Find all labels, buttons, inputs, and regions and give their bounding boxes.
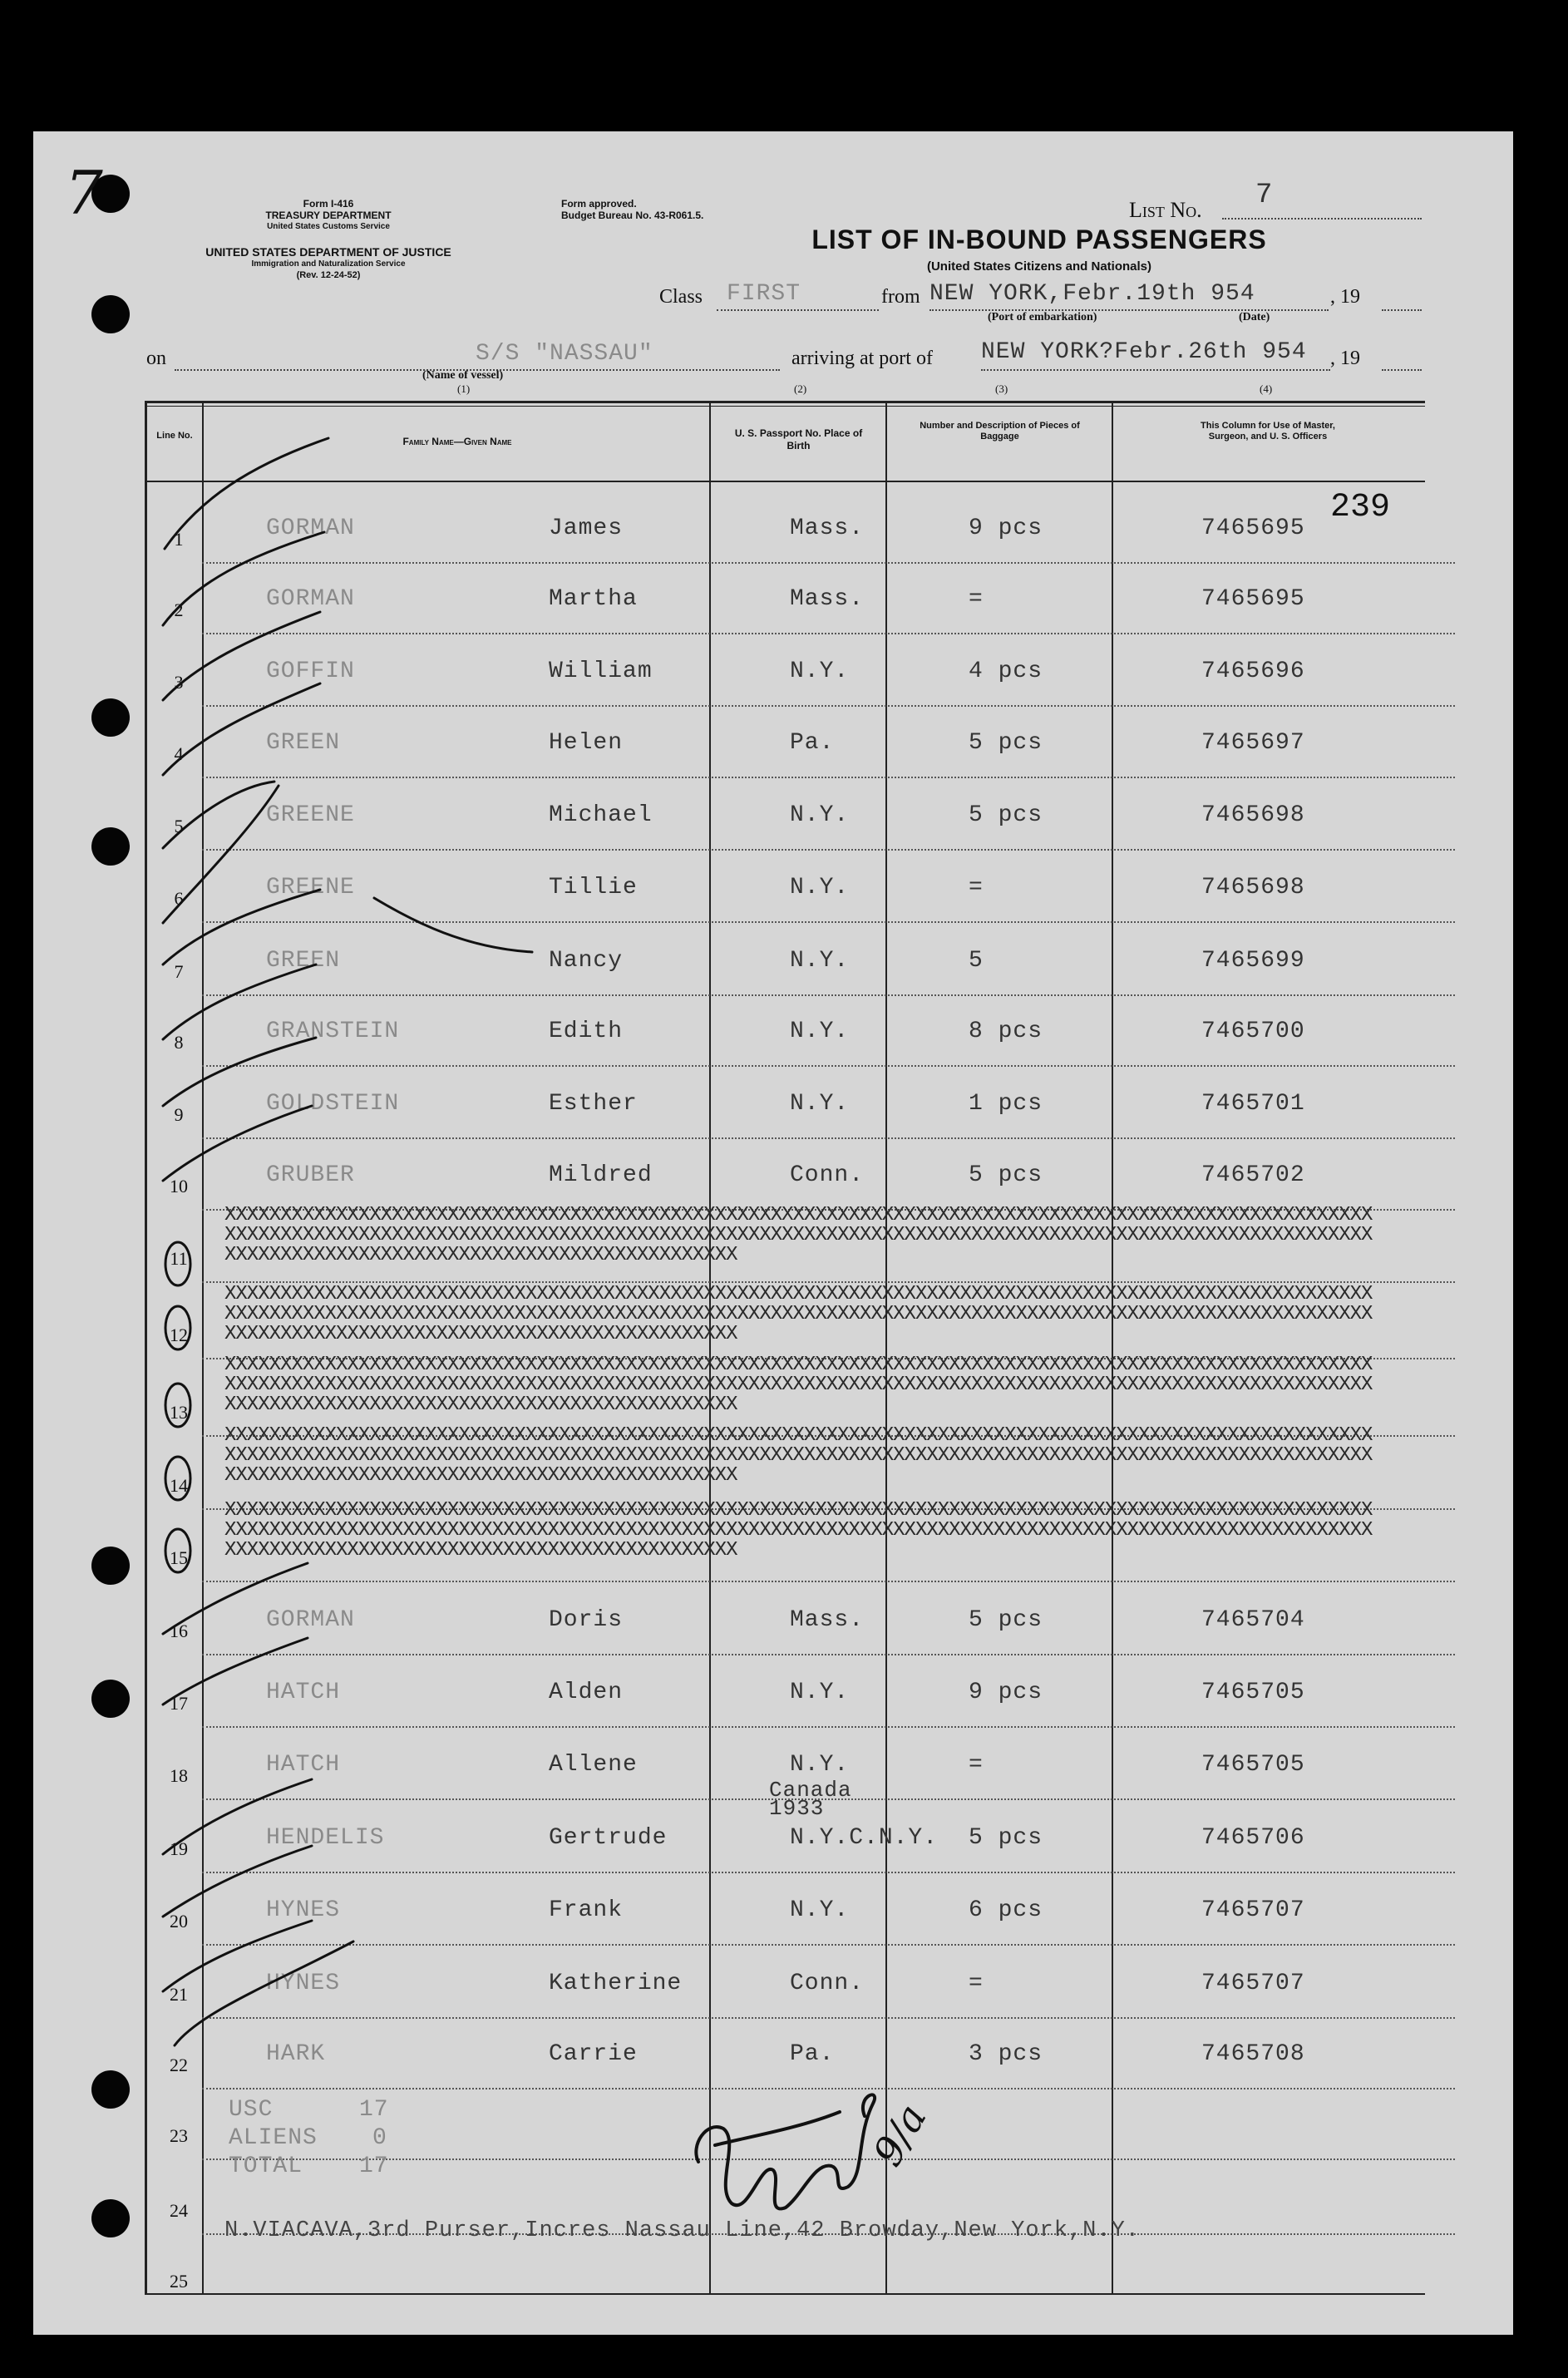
date-caption: (Date)	[1239, 311, 1270, 323]
treasury-dept: TREASURY DEPARTMENT	[265, 210, 392, 221]
stray-mark	[374, 898, 532, 952]
aliens-value: 0	[372, 2125, 387, 2151]
line-number: 19	[170, 1838, 188, 1859]
col-header-line: Line No.	[156, 431, 193, 441]
birthplace: N.Y.	[790, 659, 850, 684]
family-name: GORMAN	[266, 1607, 355, 1633]
side-number: 239	[1330, 489, 1391, 526]
baggage: 5 pcs	[969, 1162, 1043, 1188]
checkmark	[163, 1563, 308, 1634]
given-name: Michael	[549, 802, 653, 828]
birthplace: N.Y.	[790, 1680, 850, 1705]
line-number: 12	[170, 1325, 188, 1345]
officer-number: 7465696	[1201, 659, 1305, 684]
family-name: GREEN	[266, 948, 341, 974]
line-number: 23	[170, 2125, 188, 2146]
family-name: GOLDSTEIN	[266, 1091, 400, 1117]
port-embark-caption: (Port of embarkation)	[988, 311, 1097, 323]
baggage: =	[969, 1752, 984, 1778]
line-number: 8	[174, 1032, 184, 1053]
customs-service: United States Customs Service	[267, 222, 390, 231]
baggage: 4 pcs	[969, 659, 1043, 684]
family-name: GORMAN	[266, 586, 355, 612]
checkmark	[163, 1638, 308, 1705]
col3-ref: (3)	[995, 382, 1008, 395]
family-name: HENDELIS	[266, 1825, 385, 1851]
signature	[715, 2112, 840, 2145]
list-no-value: 7	[1255, 180, 1274, 211]
given-name: Martha	[549, 586, 638, 612]
on-label: on	[146, 348, 166, 369]
family-name: GRUBER	[266, 1162, 355, 1188]
justice-dept: UNITED STATES DEPARTMENT OF JUSTICE	[205, 245, 451, 259]
family-name: HARK	[266, 2041, 326, 2067]
line-number: 9	[174, 1104, 184, 1125]
birthplace: Pa.	[790, 2041, 835, 2067]
checkmark	[163, 532, 324, 625]
budget-bureau: Budget Bureau No. 43-R061.5.	[561, 210, 704, 221]
col4-ref: (4)	[1260, 382, 1273, 395]
page-title: LIST OF IN-BOUND PASSENGERS	[811, 224, 1267, 254]
col-header-passport: U. S. Passport No. Place of Birth	[734, 427, 863, 451]
line-number: 24	[170, 2200, 188, 2221]
line-number: 11	[170, 1248, 188, 1269]
birthplace: Conn.	[790, 1162, 865, 1188]
checkmark	[163, 890, 320, 965]
redaction-overtype: XXXXXXXXXXXXXXXXXXXXXXXXXXXXXXXXXXXXXXXXXXXXXXXXXXXXXXXXXXXXXXXXXXXXXXXXXXXXXXXXXXXXXXXXXXXXXXXXXXXXXXXXXXXXXXXXXXXXXXXXXXXXXXXXXXXXXXXXXXXXXXXXXXXXXXXXXXXXXXXXXXXXXXXXXXXXXXXXXXXXXXXXXXXXXXXXXXXXXXXXXXXXXXXXXXXXXXXXXXXXXXXXXXXXXXXXXXXXXXXXXXXXXXXXXXXX	[224, 1426, 1373, 1487]
circled-line-number	[165, 1242, 190, 1285]
family-name: GREEN	[266, 730, 341, 756]
officer-number: 7465707	[1201, 1971, 1305, 1996]
usc-label: USC	[229, 2097, 274, 2123]
vessel-col-ref: (1)	[457, 382, 471, 395]
line-number: 20	[170, 1911, 188, 1932]
line-number: 15	[170, 1547, 188, 1568]
officer-number: 7465707	[1201, 1897, 1305, 1923]
family-name: HATCH	[266, 1680, 341, 1705]
birthplace: N.Y.	[790, 802, 850, 828]
line-number: 6	[174, 888, 184, 909]
signature	[696, 2094, 875, 2208]
officer-number: 7465698	[1201, 802, 1305, 828]
baggage: 5 pcs	[969, 1825, 1043, 1851]
line-number: 1	[174, 529, 184, 550]
year-2: , 19	[1330, 348, 1360, 369]
revision: (Rev. 12-24-52)	[296, 270, 361, 280]
birthplace: N.Y.	[790, 1019, 850, 1044]
line-number: 4	[174, 743, 184, 764]
vessel-name: S/S "NASSAU"	[476, 341, 653, 367]
checkmark	[163, 1846, 312, 1917]
checkmark	[163, 965, 316, 1039]
family-name: GRANSTEIN	[266, 1019, 400, 1044]
officer-number: 7465695	[1201, 516, 1305, 541]
officer-number: 7465705	[1201, 1680, 1305, 1705]
line-number: 2	[174, 599, 184, 620]
birthplace: N.Y.	[790, 1091, 850, 1117]
birthplace: Mass.	[790, 516, 865, 541]
officer-number: 7465697	[1201, 730, 1305, 756]
officer-number: 7465701	[1201, 1091, 1305, 1117]
checkmark	[163, 1779, 312, 1854]
form-number: Form I-416	[303, 198, 354, 210]
officer-number: 7465695	[1201, 586, 1305, 612]
birthplace: Mass.	[790, 586, 865, 612]
vessel-caption: (Name of vessel)	[422, 369, 504, 382]
family-name: HATCH	[266, 1752, 341, 1778]
class-value: FIRST	[727, 281, 801, 307]
circled-line-number	[165, 1529, 190, 1572]
given-name: Alden	[549, 1680, 624, 1705]
baggage: 3 pcs	[969, 2041, 1043, 2067]
given-name: James	[549, 516, 624, 541]
birthplace-annotation-country: Canada	[769, 1778, 852, 1803]
arriving-label: arriving at port of	[791, 348, 933, 369]
signature-note: 9/a	[864, 2096, 936, 2174]
baggage: =	[969, 586, 984, 612]
given-name: Helen	[549, 730, 624, 756]
checkmark	[163, 612, 320, 700]
birthplace: N.Y.	[790, 875, 850, 900]
usc-value: 17	[359, 2097, 389, 2123]
total-value: 17	[359, 2154, 389, 2179]
baggage: 5 pcs	[969, 730, 1043, 756]
line-number: 22	[170, 2055, 188, 2075]
line-number: 18	[170, 1765, 188, 1786]
checkmark	[163, 1921, 312, 1991]
officer-number: 7465705	[1201, 1752, 1305, 1778]
from-value: NEW YORK,Febr.19th 954	[929, 281, 1255, 307]
given-name: Carrie	[549, 2041, 638, 2067]
given-name: Doris	[549, 1607, 624, 1633]
col-header-name: Family Name—Given Name	[402, 436, 512, 447]
line-number: 25	[170, 2271, 188, 2292]
margin-note: 7	[65, 158, 103, 228]
line-number: 3	[174, 672, 184, 693]
form-approved: Form approved.	[561, 198, 637, 210]
line-number: 7	[174, 961, 184, 982]
family-name: GREENE	[266, 802, 355, 828]
redaction-overtype: XXXXXXXXXXXXXXXXXXXXXXXXXXXXXXXXXXXXXXXXXXXXXXXXXXXXXXXXXXXXXXXXXXXXXXXXXXXXXXXXXXXXXXXXXXXXXXXXXXXXXXXXXXXXXXXXXXXXXXXXXXXXXXXXXXXXXXXXXXXXXXXXXXXXXXXXXXXXXXXXXXXXXXXXXXXXXXXXXXXXXXXXXXXXXXXXXXXXXXXXXXXXXXXXXXXXXXXXXXXXXXXXXXXXXXXXXXXXXXXXXXXXXXXXXXXX	[224, 1355, 1373, 1416]
officer-number: 7465699	[1201, 948, 1305, 974]
given-name: William	[549, 659, 653, 684]
birthplace-annotation-year: 1933	[769, 1796, 825, 1821]
year-1: , 19	[1330, 286, 1360, 308]
baggage: 1 pcs	[969, 1091, 1043, 1117]
baggage: 5 pcs	[969, 1607, 1043, 1633]
birthplace: N.Y.	[790, 1752, 850, 1778]
given-name: Mildred	[549, 1162, 653, 1188]
ins-service: Immigration and Naturalization Service	[251, 259, 406, 269]
family-name: GREENE	[266, 875, 355, 900]
checkmark	[163, 1106, 312, 1181]
line-number: 10	[170, 1176, 188, 1196]
circled-line-number	[165, 1384, 190, 1427]
baggage: =	[969, 875, 984, 900]
total-label: TOTAL	[229, 2154, 303, 2179]
arrival-value: NEW YORK?Febr.26th 954	[981, 339, 1307, 365]
col2-ref: (2)	[794, 382, 807, 395]
family-name: HYNES	[266, 1897, 341, 1923]
baggage: 5	[969, 948, 984, 974]
birthplace: N.Y.	[790, 948, 850, 974]
line-number: 13	[170, 1402, 188, 1423]
checkmark	[165, 438, 328, 549]
col-header-baggage: Number and Description of Pieces of Baggage	[920, 421, 1080, 442]
given-name: Frank	[549, 1897, 624, 1923]
purser-footer: N.VIACAVA,3rd Purser,Incres Nassau Line,42 Browday,New York,N.Y.	[224, 2218, 1140, 2243]
list-no-label: List No.	[1129, 198, 1202, 222]
family-name: HYNES	[266, 1971, 341, 1996]
officer-number: 7465706	[1201, 1825, 1305, 1851]
class-label: Class	[659, 286, 703, 308]
family-name: GOFFIN	[266, 659, 355, 684]
birthplace: Conn.	[790, 1971, 865, 1996]
line-number: 16	[170, 1621, 188, 1641]
given-name: Allene	[549, 1752, 638, 1778]
birthplace: Pa.	[790, 730, 835, 756]
given-name: Katherine	[549, 1971, 683, 1996]
birthplace: N.Y.C.N.Y.	[790, 1825, 939, 1851]
circled-line-number	[165, 1306, 190, 1349]
officer-number: 7465708	[1201, 2041, 1305, 2067]
from-label: from	[881, 286, 920, 308]
line-number: 5	[174, 816, 184, 836]
baggage: 8 pcs	[969, 1019, 1043, 1044]
col-header-officers: This Column for Use of Master, Surgeon, and U. S. Officers	[1201, 421, 1335, 442]
given-name: Nancy	[549, 948, 624, 974]
given-name: Tillie	[549, 875, 638, 900]
officer-number: 7465698	[1201, 875, 1305, 900]
baggage: =	[969, 1971, 984, 1996]
redaction-overtype: XXXXXXXXXXXXXXXXXXXXXXXXXXXXXXXXXXXXXXXXXXXXXXXXXXXXXXXXXXXXXXXXXXXXXXXXXXXXXXXXXXXXXXXXXXXXXXXXXXXXXXXXXXXXXXXXXXXXXXXXXXXXXXXXXXXXXXXXXXXXXXXXXXXXXXXXXXXXXXXXXXXXXXXXXXXXXXXXXXXXXXXXXXXXXXXXXXXXXXXXXXXXXXXXXXXXXXXXXXXXXXXXXXXXXXXXXXXXXXXXXXXXXXXXXXXX	[224, 1501, 1373, 1561]
baggage: 9 pcs	[969, 516, 1043, 541]
checkmark	[163, 1038, 316, 1106]
officer-number: 7465702	[1201, 1162, 1305, 1188]
aliens-label: ALIENS	[229, 2125, 318, 2151]
line-number: 14	[170, 1475, 188, 1496]
birthplace: Mass.	[790, 1607, 865, 1633]
redaction-overtype: XXXXXXXXXXXXXXXXXXXXXXXXXXXXXXXXXXXXXXXXXXXXXXXXXXXXXXXXXXXXXXXXXXXXXXXXXXXXXXXXXXXXXXXXXXXXXXXXXXXXXXXXXXXXXXXXXXXXXXXXXXXXXXXXXXXXXXXXXXXXXXXXXXXXXXXXXXXXXXXXXXXXXXXXXXXXXXXXXXXXXXXXXXXXXXXXXXXXXXXXXXXXXXXXXXXXXXXXXXXXXXXXXXXXXXXXXXXXXXXXXXXXXXXXXXXX	[224, 1285, 1373, 1345]
redaction-overtype: XXXXXXXXXXXXXXXXXXXXXXXXXXXXXXXXXXXXXXXXXXXXXXXXXXXXXXXXXXXXXXXXXXXXXXXXXXXXXXXXXXXXXXXXXXXXXXXXXXXXXXXXXXXXXXXXXXXXXXXXXXXXXXXXXXXXXXXXXXXXXXXXXXXXXXXXXXXXXXXXXXXXXXXXXXXXXXXXXXXXXXXXXXXXXXXXXXXXXXXXXXXXXXXXXXXXXXXXXXXXXXXXXXXXXXXXXXXXXXXXXXXXXXXXXXXX	[224, 1206, 1373, 1266]
baggage: 9 pcs	[969, 1680, 1043, 1705]
family-name: GORMAN	[266, 516, 355, 541]
given-name: Gertrude	[549, 1825, 668, 1851]
circled-line-number	[165, 1457, 190, 1500]
officer-number: 7465700	[1201, 1019, 1305, 1044]
given-name: Edith	[549, 1019, 624, 1044]
officer-number: 7465704	[1201, 1607, 1305, 1633]
checkmark	[163, 786, 279, 923]
line-number: 21	[170, 1984, 188, 2005]
line-number: 17	[170, 1693, 188, 1714]
baggage: 6 pcs	[969, 1897, 1043, 1923]
checkmark	[175, 1941, 353, 2045]
checkmark	[163, 683, 320, 775]
baggage: 5 pcs	[969, 802, 1043, 828]
given-name: Esther	[549, 1091, 638, 1117]
birthplace: N.Y.	[790, 1897, 850, 1923]
page-subtitle: (United States Citizens and Nationals)	[926, 259, 1152, 274]
